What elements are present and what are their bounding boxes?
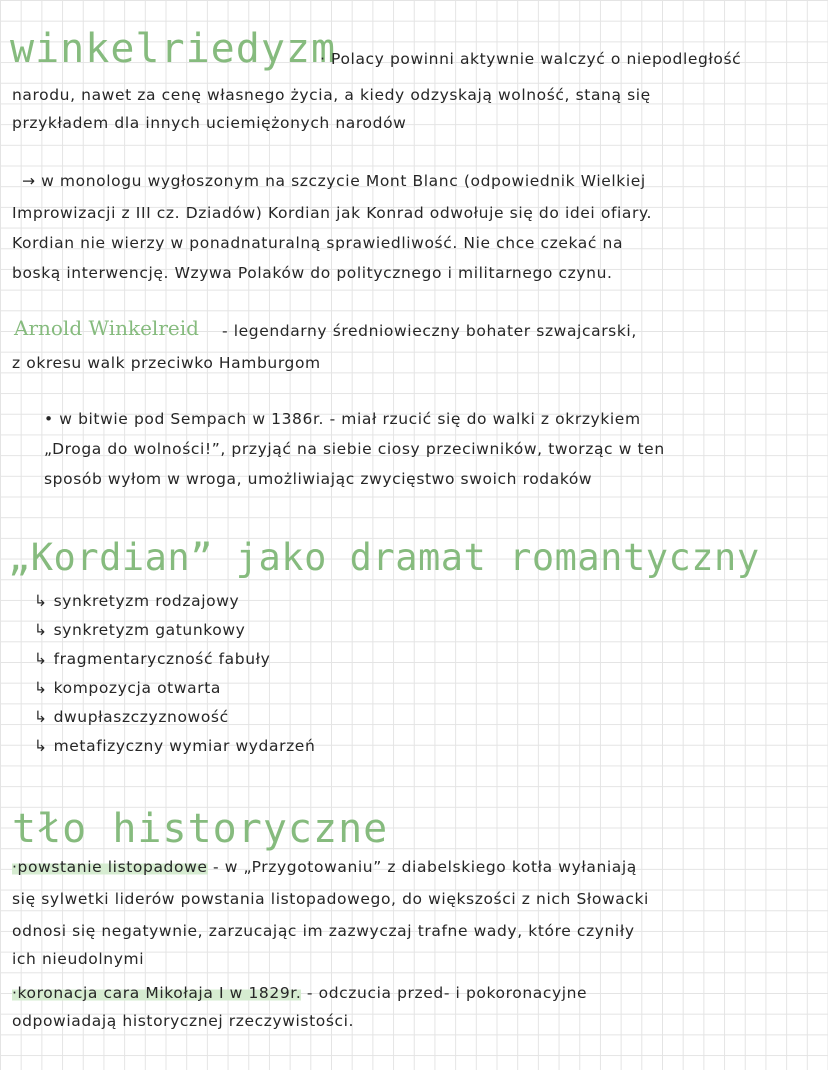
historic-line-6: odpowiadają historycznej rzeczywistości. [12, 1012, 355, 1030]
s1-line-1-tail: · Polacy powinni aktywnie walczyć o niepodległość [320, 50, 742, 68]
list-item: ↳ synkretyzm rodzajowy [34, 592, 240, 610]
list-item: ↳ metafizyczny wymiar wydarzeń [34, 737, 316, 755]
sempach-line-3: sposób wyłom w wroga, umożliwiając zwycięstwo swoich rodaków [44, 470, 593, 488]
heading-kordian-dramat: „Kordian” jako dramat romantyczny [8, 536, 760, 579]
historic-line-4: ich nieudolnymi [12, 950, 145, 968]
sempach-line-2: „Droga do wolności!”, przyjąć na siebie ciosy przeciwników, tworząc w ten [44, 440, 665, 458]
list-item: ↳ fragmentaryczność fabuły [34, 650, 271, 668]
historic-line-3: odnosi się negatywnie, zarzucając im zazwyczaj trafne wady, które czyniły [12, 922, 635, 940]
list-item: ↳ synkretyzm gatunkowy [34, 621, 246, 639]
highlight-powstanie: ·powstanie listopadowe [12, 858, 208, 876]
sempach-line-1: • w bitwie pod Sempach w 1386r. - miał rzucić się do walki z okrzykiem [44, 410, 641, 428]
heading-winkelriedyzm: winkelriedyzm [10, 26, 337, 72]
s1-para-line-3: Kordian nie wierzy w ponadnaturalną sprawiedliwość. Nie chce czekać na [12, 234, 624, 252]
historic-line-1: ·powstanie listopadowe - w „Przygotowaniu” z diabelskiego kotła wyłaniają [12, 858, 637, 876]
s1-para-line-4: boską interwencję. Wzywa Polaków do politycznego i militarnego czynu. [12, 264, 613, 282]
return-arrow-icon: ↳ [34, 621, 48, 639]
highlight-koronacja: ·koronacja cara Mikołaja I w 1829r. [12, 984, 302, 1002]
return-arrow-icon: ↳ [34, 737, 48, 755]
arnold-line-2: z okresu walk przeciwko Hamburgom [12, 354, 321, 372]
s1-line-3: przykładem dla innych uciemiężonych narodów [12, 114, 407, 132]
return-arrow-icon: ↳ [34, 592, 48, 610]
list-item: ↳ dwupłaszczyznowość [34, 708, 229, 726]
historic-line-5: ·koronacja cara Mikołaja I w 1829r. - odczucia przed- i pokoronacyjne [12, 984, 588, 1002]
return-arrow-icon: ↳ [34, 650, 48, 668]
heading-tlo-historyczne: tło historyczne [12, 806, 389, 852]
s1-line-2: narodu, nawet za cenę własnego życia, a kiedy odzyskają wolność, staną się [12, 86, 651, 104]
return-arrow-icon: ↳ [34, 708, 48, 726]
heading-arnold-winkelreid: Arnold Winkelreid [14, 316, 199, 340]
return-arrow-icon: ↳ [34, 679, 48, 697]
list-item: ↳ kompozycja otwarta [34, 679, 221, 697]
s1-para-line-2: Improwizacji z III cz. Dziadów) Kordian jak Konrad odwołuje się do idei ofiary. [12, 204, 653, 222]
s1-para-line-1: → w monologu wygłoszonym na szczycie Mont Blanc (odpowiednik Wielkiej [22, 172, 646, 190]
historic-line-2: się sylwetki liderów powstania listopadowego, do większości z nich Słowacki [12, 890, 649, 908]
arnold-line-1-tail: - legendarny średniowieczny bohater szwajcarski, [222, 322, 637, 340]
